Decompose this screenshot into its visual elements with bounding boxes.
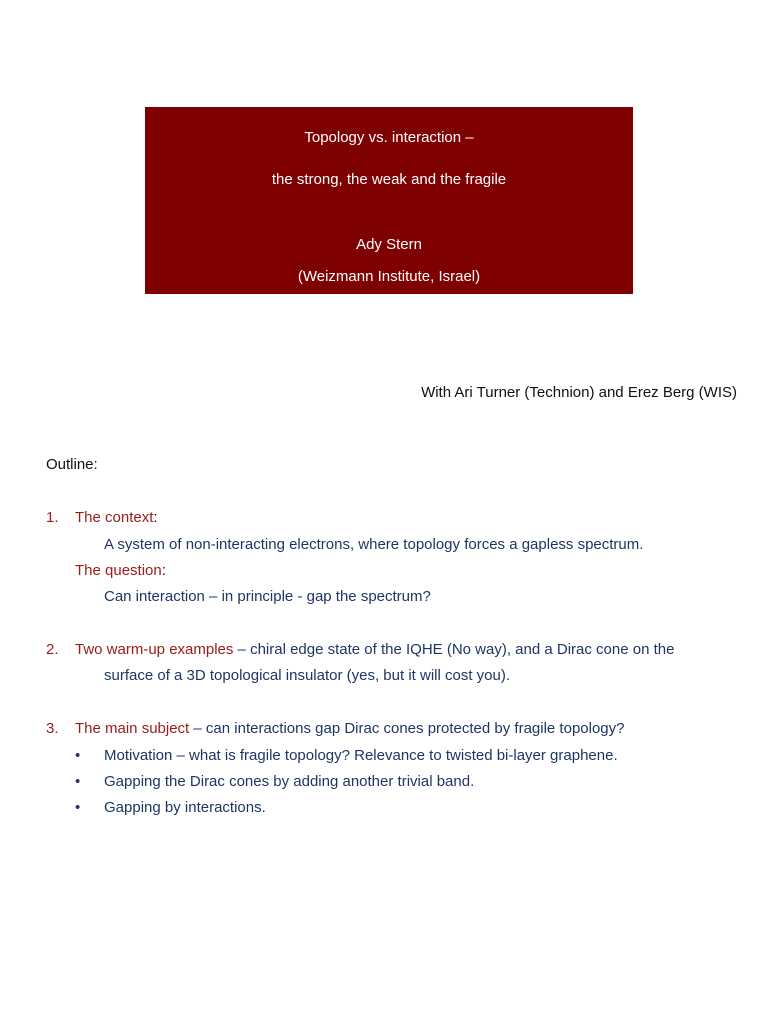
item-1-question bbox=[75, 562, 166, 579]
item-1-question-colon: : bbox=[161, 562, 166, 579]
item-3-line bbox=[75, 720, 625, 737]
item-1-label: The context bbox=[75, 509, 154, 526]
author-affiliation: (Weizmann Institute, Israel) bbox=[297, 268, 481, 285]
coauthors-line: With Ari Turner (Technion) and Erez Berg (WIS) bbox=[421, 384, 737, 401]
bullet-symbol: • bbox=[75, 747, 81, 764]
item-2-number: 2. bbox=[46, 641, 59, 658]
item-3-bullet-3: Gapping by interactions. bbox=[104, 799, 266, 816]
item-3-number: 3. bbox=[46, 720, 59, 737]
item-1-heading bbox=[75, 509, 158, 526]
item-3-text: – can interactions gap Dirac cones protected by fragile topology? bbox=[189, 720, 625, 737]
item-1-question-detail: Can interaction – in principle - gap the spectrum? bbox=[104, 588, 431, 605]
author-name: Ady Stern bbox=[356, 236, 422, 253]
item-2-text-1: – chiral edge state of the IQHE (No way), and a Dirac cone on the bbox=[233, 641, 675, 658]
title-line-1: Topology vs. interaction – bbox=[304, 129, 474, 146]
title-box bbox=[145, 107, 633, 294]
outline-heading: Outline: bbox=[46, 456, 98, 473]
bullet-symbol: • bbox=[75, 799, 81, 816]
item-3-label: The main subject bbox=[75, 720, 190, 737]
item-1-number: 1. bbox=[46, 509, 59, 526]
title-line-2: the strong, the weak and the fragile bbox=[271, 171, 507, 188]
bullet-symbol: • bbox=[75, 773, 81, 790]
item-2-line-1 bbox=[75, 641, 674, 658]
item-1-colon: : bbox=[153, 509, 158, 526]
item-1-detail: A system of non-interacting electrons, where topology forces a gapless spectrum. bbox=[104, 536, 644, 553]
item-2-line-2: surface of a 3D topological insulator (yes, but it will cost you). bbox=[104, 667, 511, 684]
item-3-bullet-1: Motivation – what is fragile topology? Relevance to twisted bi-layer graphene. bbox=[104, 747, 618, 764]
item-1-question-label: The question bbox=[75, 562, 162, 579]
item-3-bullet-2: Gapping the Dirac cones by adding another trivial band. bbox=[104, 773, 475, 790]
item-2-label: Two warm-up examples bbox=[75, 641, 234, 658]
